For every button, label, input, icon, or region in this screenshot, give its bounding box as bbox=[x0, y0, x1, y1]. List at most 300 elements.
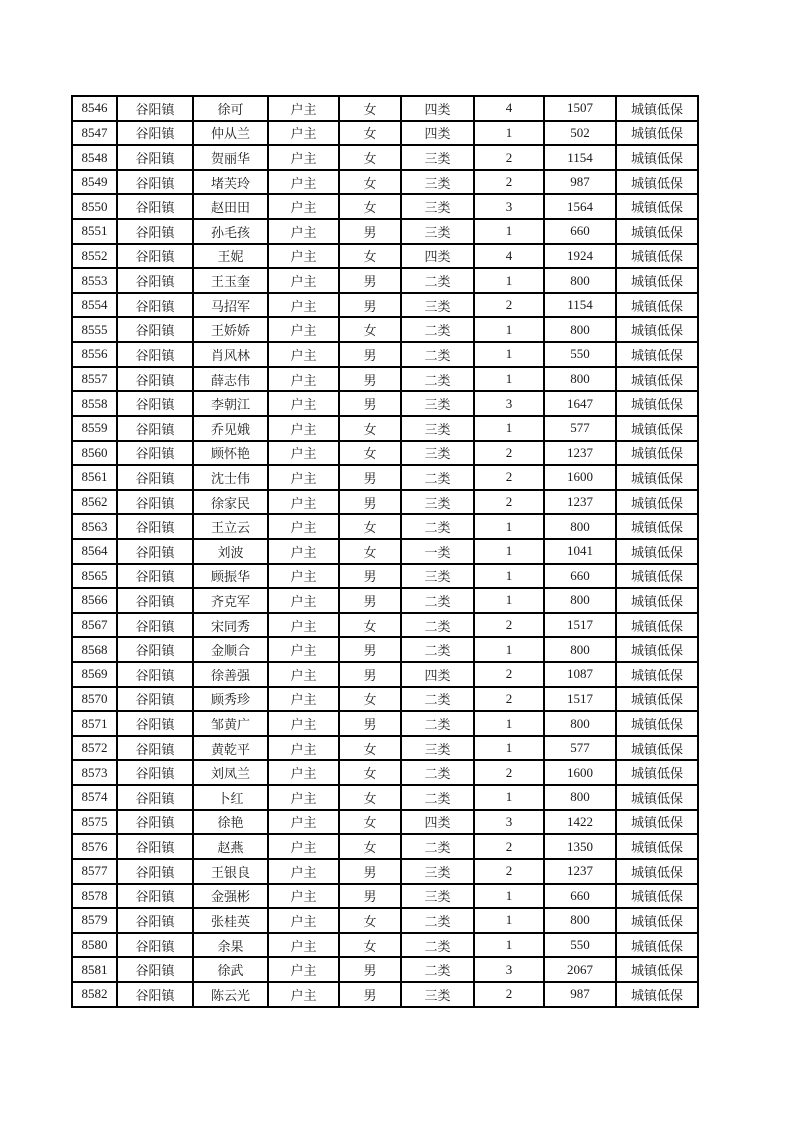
cell-household-count: 2 bbox=[474, 982, 544, 1007]
cell-amount: 577 bbox=[544, 736, 616, 761]
cell-category: 二类 bbox=[401, 317, 474, 342]
cell-household-relation: 户主 bbox=[268, 588, 339, 613]
cell-household-count: 2 bbox=[474, 441, 544, 466]
cell-gender: 女 bbox=[339, 514, 401, 539]
cell-benefit-type: 城镇低保 bbox=[616, 96, 698, 121]
cell-person-name: 金强彬 bbox=[193, 884, 268, 909]
table-row bbox=[72, 514, 698, 539]
table-row bbox=[72, 859, 698, 884]
cell-household-relation: 户主 bbox=[268, 416, 339, 441]
cell-household-relation: 户主 bbox=[268, 342, 339, 367]
cell-serial-number: 8568 bbox=[72, 637, 117, 662]
cell-person-name: 余果 bbox=[193, 933, 268, 958]
cell-amount: 550 bbox=[544, 933, 616, 958]
cell-person-name: 徐家民 bbox=[193, 490, 268, 515]
cell-town: 谷阳镇 bbox=[117, 588, 193, 613]
table-row bbox=[72, 317, 698, 342]
cell-town: 谷阳镇 bbox=[117, 637, 193, 662]
cell-household-count: 1 bbox=[474, 736, 544, 761]
cell-person-name: 孙毛孩 bbox=[193, 219, 268, 244]
table-row bbox=[72, 908, 698, 933]
cell-person-name: 宋同秀 bbox=[193, 613, 268, 638]
cell-household-relation: 户主 bbox=[268, 145, 339, 170]
cell-benefit-type: 城镇低保 bbox=[616, 760, 698, 785]
cell-town: 谷阳镇 bbox=[117, 933, 193, 958]
cell-category: 二类 bbox=[401, 760, 474, 785]
cell-town: 谷阳镇 bbox=[117, 367, 193, 392]
cell-category: 四类 bbox=[401, 810, 474, 835]
table-row bbox=[72, 564, 698, 589]
cell-amount: 800 bbox=[544, 908, 616, 933]
cell-category: 三类 bbox=[401, 982, 474, 1007]
cell-amount: 800 bbox=[544, 367, 616, 392]
table-row bbox=[72, 588, 698, 613]
cell-serial-number: 8581 bbox=[72, 957, 117, 982]
table-row bbox=[72, 170, 698, 195]
cell-household-count: 2 bbox=[474, 687, 544, 712]
cell-benefit-type: 城镇低保 bbox=[616, 637, 698, 662]
cell-category: 二类 bbox=[401, 465, 474, 490]
cell-serial-number: 8565 bbox=[72, 564, 117, 589]
cell-gender: 男 bbox=[339, 859, 401, 884]
cell-household-relation: 户主 bbox=[268, 564, 339, 589]
cell-benefit-type: 城镇低保 bbox=[616, 588, 698, 613]
table-row bbox=[72, 441, 698, 466]
cell-benefit-type: 城镇低保 bbox=[616, 194, 698, 219]
cell-household-relation: 户主 bbox=[268, 96, 339, 121]
cell-household-count: 1 bbox=[474, 637, 544, 662]
cell-gender: 女 bbox=[339, 194, 401, 219]
cell-gender: 女 bbox=[339, 687, 401, 712]
cell-town: 谷阳镇 bbox=[117, 859, 193, 884]
cell-town: 谷阳镇 bbox=[117, 514, 193, 539]
cell-category: 四类 bbox=[401, 121, 474, 146]
cell-gender: 男 bbox=[339, 219, 401, 244]
cell-benefit-type: 城镇低保 bbox=[616, 859, 698, 884]
cell-person-name: 徐善强 bbox=[193, 662, 268, 687]
cell-amount: 660 bbox=[544, 884, 616, 909]
cell-benefit-type: 城镇低保 bbox=[616, 170, 698, 195]
cell-gender: 男 bbox=[339, 391, 401, 416]
table-row bbox=[72, 194, 698, 219]
cell-household-relation: 户主 bbox=[268, 268, 339, 293]
cell-person-name: 薛志伟 bbox=[193, 367, 268, 392]
cell-person-name: 贺丽华 bbox=[193, 145, 268, 170]
table-row bbox=[72, 834, 698, 859]
cell-serial-number: 8561 bbox=[72, 465, 117, 490]
cell-gender: 女 bbox=[339, 785, 401, 810]
cell-household-count: 1 bbox=[474, 342, 544, 367]
cell-benefit-type: 城镇低保 bbox=[616, 736, 698, 761]
cell-category: 四类 bbox=[401, 662, 474, 687]
cell-town: 谷阳镇 bbox=[117, 834, 193, 859]
cell-town: 谷阳镇 bbox=[117, 490, 193, 515]
cell-person-name: 李朝江 bbox=[193, 391, 268, 416]
cell-town: 谷阳镇 bbox=[117, 908, 193, 933]
cell-benefit-type: 城镇低保 bbox=[616, 933, 698, 958]
cell-benefit-type: 城镇低保 bbox=[616, 367, 698, 392]
cell-town: 谷阳镇 bbox=[117, 293, 193, 318]
cell-household-relation: 户主 bbox=[268, 317, 339, 342]
cell-household-count: 1 bbox=[474, 514, 544, 539]
cell-household-count: 1 bbox=[474, 367, 544, 392]
cell-gender: 男 bbox=[339, 637, 401, 662]
cell-serial-number: 8560 bbox=[72, 441, 117, 466]
cell-serial-number: 8554 bbox=[72, 293, 117, 318]
cell-household-count: 4 bbox=[474, 96, 544, 121]
cell-serial-number: 8555 bbox=[72, 317, 117, 342]
cell-category: 二类 bbox=[401, 367, 474, 392]
cell-amount: 800 bbox=[544, 711, 616, 736]
cell-serial-number: 8563 bbox=[72, 514, 117, 539]
cell-category: 二类 bbox=[401, 637, 474, 662]
cell-amount: 1087 bbox=[544, 662, 616, 687]
cell-category: 二类 bbox=[401, 588, 474, 613]
cell-household-count: 1 bbox=[474, 711, 544, 736]
table-row bbox=[72, 957, 698, 982]
cell-person-name: 金顺合 bbox=[193, 637, 268, 662]
cell-gender: 女 bbox=[339, 908, 401, 933]
cell-benefit-type: 城镇低保 bbox=[616, 293, 698, 318]
cell-gender: 女 bbox=[339, 170, 401, 195]
cell-gender: 女 bbox=[339, 416, 401, 441]
cell-town: 谷阳镇 bbox=[117, 170, 193, 195]
cell-amount: 1422 bbox=[544, 810, 616, 835]
table-row bbox=[72, 367, 698, 392]
cell-category: 二类 bbox=[401, 268, 474, 293]
cell-gender: 女 bbox=[339, 613, 401, 638]
cell-town: 谷阳镇 bbox=[117, 145, 193, 170]
cell-amount: 660 bbox=[544, 219, 616, 244]
cell-household-relation: 户主 bbox=[268, 884, 339, 909]
cell-household-relation: 户主 bbox=[268, 514, 339, 539]
cell-household-relation: 户主 bbox=[268, 194, 339, 219]
cell-amount: 800 bbox=[544, 514, 616, 539]
cell-amount: 800 bbox=[544, 588, 616, 613]
cell-benefit-type: 城镇低保 bbox=[616, 342, 698, 367]
cell-person-name: 肖风林 bbox=[193, 342, 268, 367]
cell-category: 二类 bbox=[401, 514, 474, 539]
cell-town: 谷阳镇 bbox=[117, 785, 193, 810]
cell-amount: 577 bbox=[544, 416, 616, 441]
cell-gender: 男 bbox=[339, 490, 401, 515]
cell-household-count: 1 bbox=[474, 564, 544, 589]
cell-amount: 1564 bbox=[544, 194, 616, 219]
cell-gender: 男 bbox=[339, 342, 401, 367]
cell-gender: 男 bbox=[339, 662, 401, 687]
cell-benefit-type: 城镇低保 bbox=[616, 268, 698, 293]
cell-amount: 550 bbox=[544, 342, 616, 367]
cell-amount: 987 bbox=[544, 982, 616, 1007]
cell-benefit-type: 城镇低保 bbox=[616, 884, 698, 909]
cell-serial-number: 8569 bbox=[72, 662, 117, 687]
cell-gender: 女 bbox=[339, 145, 401, 170]
cell-category: 三类 bbox=[401, 194, 474, 219]
cell-serial-number: 8553 bbox=[72, 268, 117, 293]
cell-household-relation: 户主 bbox=[268, 785, 339, 810]
cell-benefit-type: 城镇低保 bbox=[616, 121, 698, 146]
cell-category: 三类 bbox=[401, 441, 474, 466]
cell-gender: 女 bbox=[339, 539, 401, 564]
cell-gender: 男 bbox=[339, 293, 401, 318]
table-row bbox=[72, 268, 698, 293]
cell-person-name: 顾秀珍 bbox=[193, 687, 268, 712]
cell-benefit-type: 城镇低保 bbox=[616, 908, 698, 933]
cell-household-relation: 户主 bbox=[268, 760, 339, 785]
table-row bbox=[72, 687, 698, 712]
cell-benefit-type: 城镇低保 bbox=[616, 441, 698, 466]
cell-amount: 1517 bbox=[544, 687, 616, 712]
cell-serial-number: 8574 bbox=[72, 785, 117, 810]
cell-person-name: 张桂英 bbox=[193, 908, 268, 933]
cell-person-name: 刘波 bbox=[193, 539, 268, 564]
table-row bbox=[72, 810, 698, 835]
cell-serial-number: 8559 bbox=[72, 416, 117, 441]
table-row bbox=[72, 219, 698, 244]
cell-serial-number: 8579 bbox=[72, 908, 117, 933]
cell-person-name: 徐艳 bbox=[193, 810, 268, 835]
cell-town: 谷阳镇 bbox=[117, 736, 193, 761]
cell-town: 谷阳镇 bbox=[117, 687, 193, 712]
cell-benefit-type: 城镇低保 bbox=[616, 564, 698, 589]
cell-household-count: 2 bbox=[474, 760, 544, 785]
cell-serial-number: 8546 bbox=[72, 96, 117, 121]
cell-person-name: 陈云光 bbox=[193, 982, 268, 1007]
cell-household-relation: 户主 bbox=[268, 711, 339, 736]
cell-category: 三类 bbox=[401, 170, 474, 195]
cell-gender: 男 bbox=[339, 588, 401, 613]
cell-gender: 女 bbox=[339, 810, 401, 835]
cell-town: 谷阳镇 bbox=[117, 416, 193, 441]
cell-amount: 800 bbox=[544, 317, 616, 342]
cell-gender: 男 bbox=[339, 367, 401, 392]
cell-person-name: 赵燕 bbox=[193, 834, 268, 859]
cell-gender: 女 bbox=[339, 933, 401, 958]
cell-town: 谷阳镇 bbox=[117, 982, 193, 1007]
cell-category: 三类 bbox=[401, 490, 474, 515]
cell-category: 三类 bbox=[401, 391, 474, 416]
cell-serial-number: 8580 bbox=[72, 933, 117, 958]
cell-household-relation: 户主 bbox=[268, 244, 339, 269]
cell-gender: 男 bbox=[339, 465, 401, 490]
cell-town: 谷阳镇 bbox=[117, 391, 193, 416]
table-row bbox=[72, 121, 698, 146]
cell-person-name: 王妮 bbox=[193, 244, 268, 269]
cell-household-count: 1 bbox=[474, 416, 544, 441]
cell-benefit-type: 城镇低保 bbox=[616, 957, 698, 982]
cell-serial-number: 8576 bbox=[72, 834, 117, 859]
cell-town: 谷阳镇 bbox=[117, 539, 193, 564]
cell-town: 谷阳镇 bbox=[117, 465, 193, 490]
cell-gender: 男 bbox=[339, 884, 401, 909]
cell-household-relation: 户主 bbox=[268, 637, 339, 662]
cell-household-relation: 户主 bbox=[268, 293, 339, 318]
cell-person-name: 赵田田 bbox=[193, 194, 268, 219]
cell-town: 谷阳镇 bbox=[117, 810, 193, 835]
cell-household-count: 4 bbox=[474, 244, 544, 269]
cell-category: 四类 bbox=[401, 96, 474, 121]
cell-town: 谷阳镇 bbox=[117, 268, 193, 293]
cell-person-name: 徐武 bbox=[193, 957, 268, 982]
cell-gender: 女 bbox=[339, 736, 401, 761]
cell-gender: 男 bbox=[339, 564, 401, 589]
cell-household-relation: 户主 bbox=[268, 613, 339, 638]
cell-town: 谷阳镇 bbox=[117, 760, 193, 785]
cell-household-count: 3 bbox=[474, 391, 544, 416]
cell-person-name: 乔见娥 bbox=[193, 416, 268, 441]
cell-gender: 男 bbox=[339, 957, 401, 982]
cell-household-count: 1 bbox=[474, 317, 544, 342]
cell-benefit-type: 城镇低保 bbox=[616, 317, 698, 342]
cell-town: 谷阳镇 bbox=[117, 96, 193, 121]
cell-household-relation: 户主 bbox=[268, 441, 339, 466]
cell-gender: 男 bbox=[339, 982, 401, 1007]
cell-household-relation: 户主 bbox=[268, 834, 339, 859]
cell-benefit-type: 城镇低保 bbox=[616, 219, 698, 244]
cell-benefit-type: 城镇低保 bbox=[616, 810, 698, 835]
cell-household-count: 1 bbox=[474, 884, 544, 909]
cell-category: 二类 bbox=[401, 687, 474, 712]
cell-gender: 女 bbox=[339, 121, 401, 146]
table-row bbox=[72, 982, 698, 1007]
cell-household-relation: 户主 bbox=[268, 219, 339, 244]
cell-household-count: 2 bbox=[474, 170, 544, 195]
cell-town: 谷阳镇 bbox=[117, 662, 193, 687]
cell-benefit-type: 城镇低保 bbox=[616, 785, 698, 810]
table-row bbox=[72, 637, 698, 662]
cell-serial-number: 8572 bbox=[72, 736, 117, 761]
cell-person-name: 马招军 bbox=[193, 293, 268, 318]
cell-gender: 女 bbox=[339, 441, 401, 466]
cell-town: 谷阳镇 bbox=[117, 121, 193, 146]
cell-person-name: 堵芙玲 bbox=[193, 170, 268, 195]
cell-amount: 1600 bbox=[544, 465, 616, 490]
table-row bbox=[72, 539, 698, 564]
cell-benefit-type: 城镇低保 bbox=[616, 465, 698, 490]
cell-category: 二类 bbox=[401, 342, 474, 367]
table-row bbox=[72, 391, 698, 416]
cell-benefit-type: 城镇低保 bbox=[616, 613, 698, 638]
cell-household-count: 2 bbox=[474, 613, 544, 638]
cell-household-count: 1 bbox=[474, 121, 544, 146]
cell-town: 谷阳镇 bbox=[117, 342, 193, 367]
cell-household-relation: 户主 bbox=[268, 859, 339, 884]
cell-serial-number: 8577 bbox=[72, 859, 117, 884]
subsistence-allowance-table bbox=[71, 95, 699, 1008]
cell-serial-number: 8562 bbox=[72, 490, 117, 515]
cell-serial-number: 8573 bbox=[72, 760, 117, 785]
cell-household-count: 1 bbox=[474, 539, 544, 564]
cell-household-relation: 户主 bbox=[268, 957, 339, 982]
cell-serial-number: 8558 bbox=[72, 391, 117, 416]
cell-category: 三类 bbox=[401, 736, 474, 761]
table-row bbox=[72, 711, 698, 736]
cell-serial-number: 8578 bbox=[72, 884, 117, 909]
cell-household-count: 2 bbox=[474, 145, 544, 170]
cell-person-name: 齐克军 bbox=[193, 588, 268, 613]
table-row bbox=[72, 342, 698, 367]
cell-household-relation: 户主 bbox=[268, 539, 339, 564]
cell-category: 三类 bbox=[401, 219, 474, 244]
cell-serial-number: 8549 bbox=[72, 170, 117, 195]
cell-town: 谷阳镇 bbox=[117, 317, 193, 342]
table-row bbox=[72, 244, 698, 269]
cell-benefit-type: 城镇低保 bbox=[616, 416, 698, 441]
cell-benefit-type: 城镇低保 bbox=[616, 834, 698, 859]
cell-household-count: 1 bbox=[474, 908, 544, 933]
cell-person-name: 黄乾平 bbox=[193, 736, 268, 761]
cell-amount: 2067 bbox=[544, 957, 616, 982]
cell-person-name: 王立云 bbox=[193, 514, 268, 539]
table-row bbox=[72, 736, 698, 761]
cell-amount: 1237 bbox=[544, 441, 616, 466]
cell-serial-number: 8551 bbox=[72, 219, 117, 244]
cell-gender: 女 bbox=[339, 760, 401, 785]
cell-benefit-type: 城镇低保 bbox=[616, 711, 698, 736]
cell-household-count: 1 bbox=[474, 219, 544, 244]
cell-household-relation: 户主 bbox=[268, 367, 339, 392]
cell-household-count: 2 bbox=[474, 465, 544, 490]
cell-gender: 女 bbox=[339, 834, 401, 859]
cell-benefit-type: 城镇低保 bbox=[616, 662, 698, 687]
cell-household-relation: 户主 bbox=[268, 687, 339, 712]
cell-town: 谷阳镇 bbox=[117, 564, 193, 589]
cell-person-name: 沈士伟 bbox=[193, 465, 268, 490]
cell-category: 三类 bbox=[401, 145, 474, 170]
cell-person-name: 王娇娇 bbox=[193, 317, 268, 342]
table-row bbox=[72, 490, 698, 515]
cell-household-count: 3 bbox=[474, 194, 544, 219]
cell-gender: 女 bbox=[339, 244, 401, 269]
cell-serial-number: 8556 bbox=[72, 342, 117, 367]
cell-benefit-type: 城镇低保 bbox=[616, 514, 698, 539]
cell-person-name: 王玉奎 bbox=[193, 268, 268, 293]
cell-category: 三类 bbox=[401, 859, 474, 884]
cell-benefit-type: 城镇低保 bbox=[616, 982, 698, 1007]
cell-category: 一类 bbox=[401, 539, 474, 564]
table-row bbox=[72, 465, 698, 490]
cell-amount: 1600 bbox=[544, 760, 616, 785]
cell-amount: 502 bbox=[544, 121, 616, 146]
cell-serial-number: 8567 bbox=[72, 613, 117, 638]
table-row bbox=[72, 613, 698, 638]
table-row bbox=[72, 785, 698, 810]
cell-benefit-type: 城镇低保 bbox=[616, 244, 698, 269]
cell-category: 二类 bbox=[401, 613, 474, 638]
cell-serial-number: 8582 bbox=[72, 982, 117, 1007]
cell-household-count: 1 bbox=[474, 785, 544, 810]
cell-category: 三类 bbox=[401, 293, 474, 318]
cell-category: 二类 bbox=[401, 933, 474, 958]
cell-person-name: 王银良 bbox=[193, 859, 268, 884]
cell-person-name: 顾怀艳 bbox=[193, 441, 268, 466]
cell-gender: 女 bbox=[339, 96, 401, 121]
cell-category: 二类 bbox=[401, 785, 474, 810]
table-row bbox=[72, 662, 698, 687]
cell-household-relation: 户主 bbox=[268, 810, 339, 835]
cell-town: 谷阳镇 bbox=[117, 244, 193, 269]
cell-serial-number: 8566 bbox=[72, 588, 117, 613]
cell-household-count: 3 bbox=[474, 957, 544, 982]
cell-amount: 660 bbox=[544, 564, 616, 589]
cell-town: 谷阳镇 bbox=[117, 884, 193, 909]
cell-household-relation: 户主 bbox=[268, 465, 339, 490]
table-row bbox=[72, 145, 698, 170]
cell-serial-number: 8570 bbox=[72, 687, 117, 712]
cell-household-count: 2 bbox=[474, 834, 544, 859]
cell-town: 谷阳镇 bbox=[117, 194, 193, 219]
cell-amount: 1041 bbox=[544, 539, 616, 564]
